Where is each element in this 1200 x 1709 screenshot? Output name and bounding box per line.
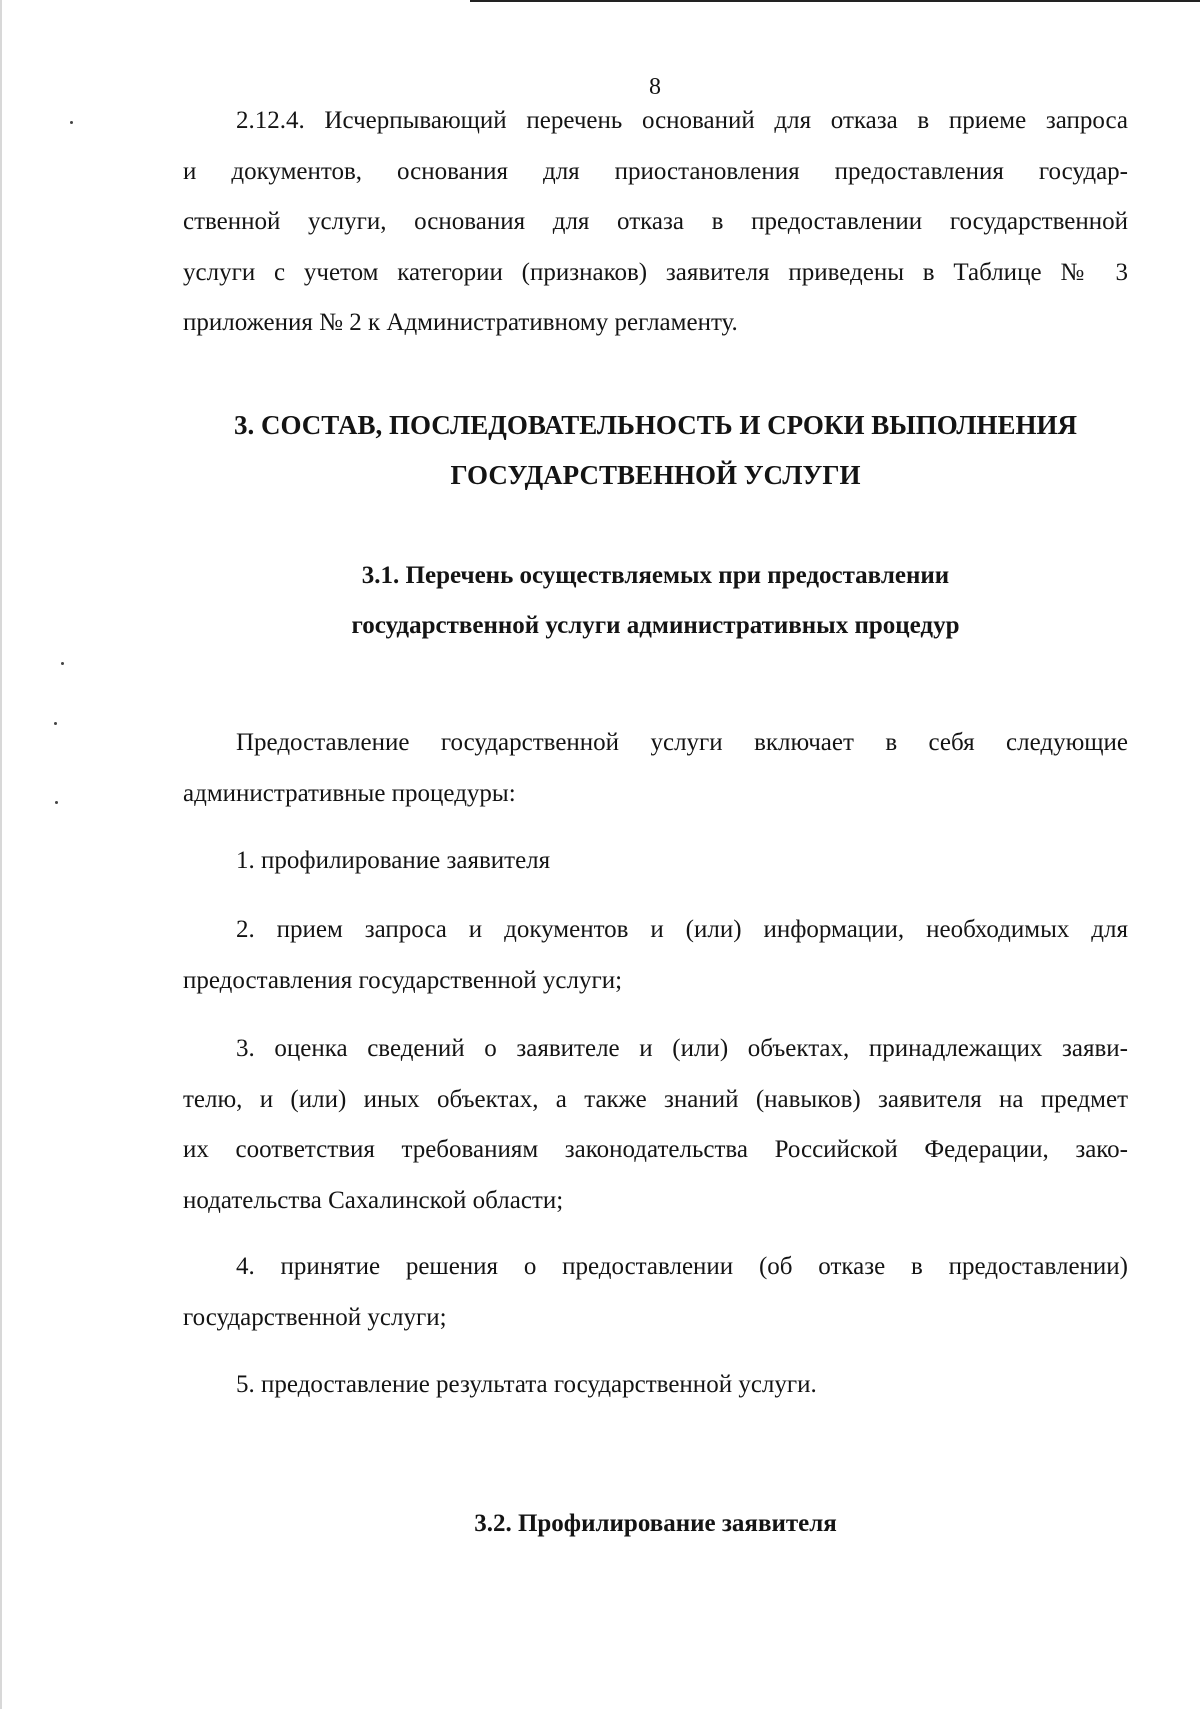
section-3-2-heading (183, 1499, 1128, 1549)
scan-speck (70, 121, 73, 124)
item-line: 4. принятие решения о предоставлении (об отказе в предоставлении) (236, 1253, 1128, 1280)
page-number: 8 (649, 74, 661, 100)
heading-line: ГОСУДАРСТВЕННОЙ УСЛУГИ (450, 460, 861, 490)
procedure-item-3 (183, 1024, 1128, 1226)
paragraph-line: 2.12.4. Исчерпывающий перечень оснований для отказа в приеме запроса (236, 107, 1128, 134)
paragraph-line: и документов, основания для приостановления предоставления государ- (183, 157, 1128, 185)
item-line: 2. прием запроса и документов и (или) информации, необходимых для (236, 916, 1128, 943)
paragraph-line: приложения № 2 к Административному регламенту. (183, 309, 738, 336)
procedure-item-1 (183, 836, 1128, 887)
procedure-item-5 (183, 1360, 1128, 1411)
scan-speck (55, 801, 58, 804)
item-line: 5. предоставление результата государственной услуги. (236, 1371, 817, 1398)
procedure-item-4 (183, 1242, 1128, 1343)
heading-line: 3. СОСТАВ, ПОСЛЕДОВАТЕЛЬНОСТЬ И СРОКИ ВЫПОЛНЕНИЯ (233, 410, 1078, 440)
scan-left-edge (0, 0, 2, 1709)
section-3-1-heading (183, 551, 1128, 651)
procedures-intro (183, 718, 1128, 819)
heading-line: 3.1. Перечень осуществляемых при предоставлении (361, 562, 950, 589)
item-line: 3. оценка сведений о заявителе и (или) объектах, принадлежащих заяви- (236, 1035, 1128, 1062)
item-line: 1. профилирование заявителя (236, 847, 551, 874)
scan-speck (54, 722, 57, 725)
item-line: их соответствия требованиям законодательства Российской Федерации, зако- (183, 1136, 1128, 1163)
heading-line: 3.2. Профилирование заявителя (474, 1510, 837, 1537)
section-3-heading (183, 400, 1128, 500)
paragraph-line: Предоставление государственной услуги включает в себя следующие (236, 729, 1128, 756)
scan-top-rule (470, 0, 1200, 2)
scan-speck (61, 662, 64, 665)
heading-line: государственной услуги административных процедур (351, 612, 960, 639)
paragraph-2-12-4 (183, 96, 1128, 349)
paragraph-line: административные процедуры: (183, 779, 516, 807)
item-line: предоставления государственной услуги; (183, 966, 623, 994)
item-line: государственной услуги; (183, 1303, 447, 1331)
procedure-item-2 (183, 905, 1128, 1006)
item-line: нодательства Сахалинской области; (183, 1186, 564, 1214)
paragraph-line: услуги с учетом категории (признаков) заявителя приведены в Таблице № 3 (183, 258, 1128, 286)
item-line: телю, и (или) иных объектах, а также знаний (навыков) заявителя на предмет (183, 1085, 1128, 1113)
paragraph-line: ственной услуги, основания для отказа в предоставлении государственной (183, 208, 1128, 235)
